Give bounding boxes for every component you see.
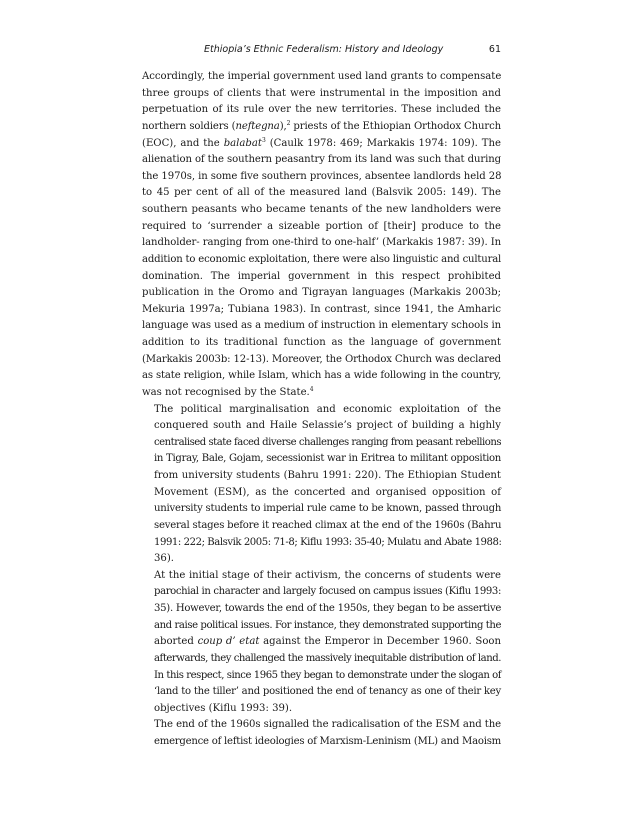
footnote-ref-3: 3 <box>261 136 266 144</box>
text-line: addition to its traditional function as the language of government <box>142 337 501 348</box>
text-line: several stages before it reached climax at the end of the 1960s (Bahru <box>154 519 502 531</box>
text-line: alienation of the southern peasantry from its land was such that during <box>142 154 501 166</box>
text-line: conquered south and Haile Selassie’s project of building a highly <box>154 420 501 432</box>
text-line: as state religion, while Islam, which has a wide following in the country, <box>142 370 501 382</box>
text-line: university students to imperial rule came to be known, passed through <box>154 503 502 515</box>
text-line: 36). <box>154 553 174 565</box>
text-line: centralised state faced diverse challenges ranging from peasant rebellions <box>154 436 502 448</box>
text-run: ), <box>279 120 287 132</box>
text-line: At the initial stage of their activism, the concerns of students were <box>154 569 501 581</box>
text-line: Accordingly, the imperial government used land grants to compensate <box>142 71 502 82</box>
text-line: emergence of leftist ideologies of Marxism-Leninism (ML) and Maoism <box>154 736 501 747</box>
italic-term-neftegna: neftegna <box>235 120 280 132</box>
text-line: to 45 per cent of all of the measured land (Balsvik 2005: 149). The <box>142 187 501 199</box>
text-line: and raise political issues. For instance, they demonstrated supporting the <box>154 619 502 631</box>
text-run: northern soldiers ( <box>142 120 236 132</box>
text-run: priests of the Ethiopian Orthodox Church <box>290 120 501 132</box>
page-number: 61 <box>488 44 501 55</box>
text-line: 1991: 222; Balsvik 2005: 71-8; Kiflu 1993: 35-40; Mulatu and Abate 1988: <box>154 536 502 548</box>
text-line: publication in the Oromo and Tigrayan languages (Markakis 2003b; <box>142 287 501 299</box>
body-text <box>142 69 501 751</box>
text-line: The political marginalisation and economic exploitation of the <box>154 403 501 415</box>
italic-term-coup-detat: coup d’ etat <box>197 636 260 648</box>
text-line: from university students (Bahru 1991: 220). The Ethiopian Student <box>154 470 501 481</box>
text-run: (Caulk 1978: 469; Markakis 1974: 109). The <box>265 137 501 149</box>
text-line: Mekuria 1997a; Tubiana 1983). In contrast, since 1941, the Amharic <box>142 303 501 315</box>
text-line: 35). However, towards the end of the 1950s, they began to be assertive <box>154 603 502 614</box>
italic-term-balabat: balabat <box>223 137 262 149</box>
text-run: against the Emperor in December 1960. Soon <box>259 636 501 648</box>
paragraph-2 <box>142 402 501 568</box>
text-line: the 1970s, in some five southern provinces, absentee landlords held 28 <box>142 170 502 182</box>
text-line: objectives (Kiflu 1993: 39). <box>154 702 293 714</box>
text-line: landholder- ranging from one-third to one-half’ (Markakis 1987: 39). In <box>142 237 501 249</box>
text-line: three groups of clients that were instrumental in the imposition and <box>142 87 501 99</box>
text-run: (EOC), and the <box>142 137 224 149</box>
paragraph-3 <box>142 568 501 718</box>
text-line: in Tigray, Bale, Gojam, secessionist war in Eritrea to militant opposition <box>154 453 501 465</box>
text-line: language was used as a medium of instruction in elementary schools in <box>142 320 501 332</box>
text-run: aborted <box>154 636 198 648</box>
text-line <box>142 634 501 651</box>
text-line: The end of the 1960s signalled the radicalisation of the ESM and the <box>154 719 501 731</box>
running-title: Ethiopia’s Ethnic Federalism: History and Ideology <box>204 44 444 55</box>
text-line: Movement (ESM), as the concerted and organised opposition of <box>154 486 501 498</box>
text-line: domination. The imperial government in this respect prohibited <box>142 270 501 282</box>
footnote-ref-2: 2 <box>286 119 291 127</box>
text-line: addition to economic exploitation, there were also linguistic and cultural <box>142 253 502 265</box>
running-header <box>142 44 501 58</box>
text-line <box>142 136 501 153</box>
text-line: In this respect, since 1965 they began to demonstrate under the slogan of <box>154 669 502 681</box>
text-run: was not recognised by the State. <box>142 386 310 398</box>
text-line <box>142 119 501 136</box>
text-line: required to ‘surrender a sizeable portion of [their] produce to the <box>142 220 501 232</box>
text-line: southern peasants who became tenants of the new landholders were <box>142 204 501 215</box>
text-line: (Markakis 2003b: 12-13). Moreover, the Orthodox Church was declared <box>142 353 501 365</box>
footnote-ref-4: 4 <box>309 385 314 393</box>
text-line: ‘land to the tiller’ and positioned the end of tenancy as one of their key <box>154 686 501 698</box>
text-line: afterwards, they challenged the massively inequitable distribution of land. <box>154 652 501 664</box>
text-line <box>142 385 501 402</box>
paragraph-4 <box>142 717 501 750</box>
text-line: parochial in character and largely focused on campus issues (Kiflu 1993: <box>154 586 501 598</box>
paragraph-1 <box>142 69 501 402</box>
text-line: perpetuation of its rule over the new territories. These included the <box>142 104 501 116</box>
